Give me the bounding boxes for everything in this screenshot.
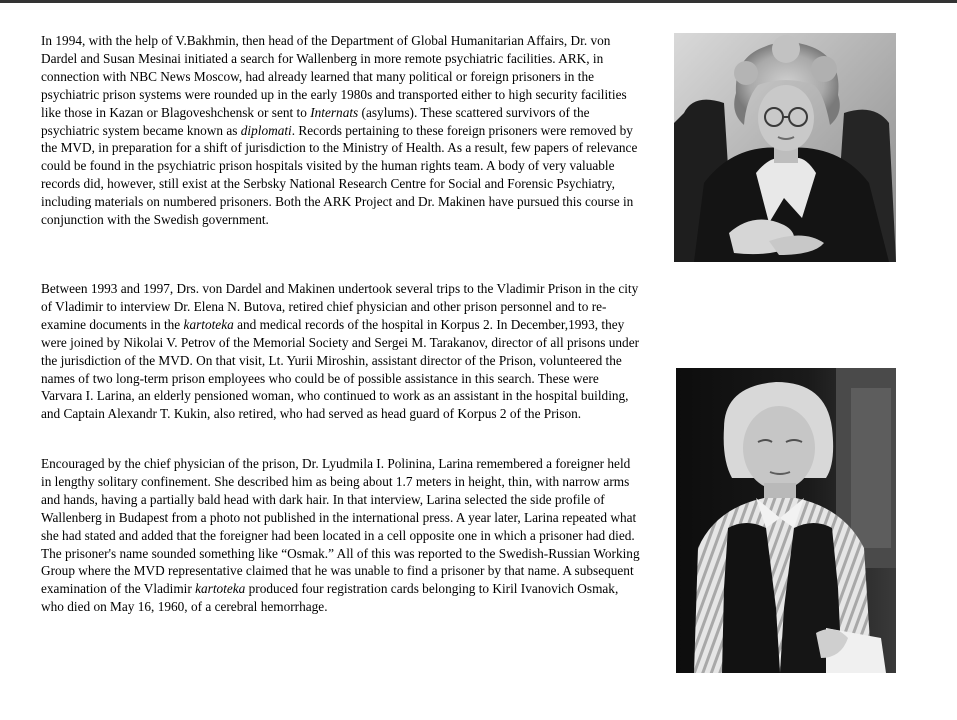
top-rule — [0, 0, 957, 3]
paragraph-1 — [41, 32, 643, 229]
text-run: Encouraged by the chief physician of the prison, Dr. Lyudmila I. Polinina, Larina remembered a foreigner held in lengthy solitary confinement. She described him as being about 1.7 meters in height, thin, with narrow arms and hands, having a partially bald head with dark hair. In that interview, Larina selected the side profile of Wallenberg in Budapest from a photo not published in the international press. A year later, Larina repeated what she had stated and added that the foreigner had been located in a cell opposite one in which a prisoner had died. The prisoner's name sounded something like “Osmak.” All of this was reported to the Swedish-Russian Working Group where the MVD representative claimed that he was unable to find a prisoner by that name. A subsequent examination of the Vladimir — [41, 456, 640, 597]
text-run: In 1994, with the help of V.Bakhmin, then head of the Department of Global Humanitarian Affairs, Dr. von Dardel and Susan Mesinai initiated a search for Wallenberg in more remote psychiatric facilities. ARK, in connection with NBC News Moscow, had already learned that many political or foreign prisoners in the psychiatric prison systems were rounded up in the early 1980s and transported either to high security facilities like those in Kazan or Blagoveshchensk or sent to — [41, 33, 627, 120]
text-run: Between 1993 and 1997, Drs. von Dardel and Makinen undertook several trips to the Vladimir Prison in the city of Vladimir to interview Dr. Elena N. Butova, retired chief physician and other prison personnel and to re-examine documents in the — [41, 281, 639, 332]
italic-term: Internats — [310, 104, 359, 120]
text-run: (asylums). These scattered survivors of the psychiatric system became known as — [41, 104, 590, 138]
photo-woman-with-glasses — [674, 33, 896, 262]
text-run: and medical records of the hospital in Korpus 2. In December,1993, they were joined by Nikolai V. Petrov of the Memorial Society and Sergei M. Tarakanov, director of all prisons under the jurisdiction of the MVD. On that visit, Lt. Yurii Miroshin, assistant director of the Prison, volunteered the names of two long-term prison employees who could be of possible assistance in this search. These were Varvara I. Larina, an elderly pensioned woman, who continued to work as an assistant in the hospital building, and Captain Alexandr T. Kukin, also retired, who had served as head guard of Korpus 2 of the Prison. — [41, 316, 640, 422]
italic-term: kartoteka — [183, 316, 234, 332]
photo-elderly-woman — [676, 368, 896, 673]
paragraph-2 — [41, 280, 643, 423]
italic-term: kartoteka — [195, 581, 246, 597]
text-run: produced four registration cards belonging to Kiril Ivanovich Osmak, who died on May 16, 1960, of a cerebral hemorrhage. — [41, 581, 619, 615]
paragraph-3 — [41, 455, 643, 616]
text-run: . Records pertaining to these foreign prisoners were removed by the MVD, in preparation for a shift of jurisdiction to the Ministry of Health. As a result, few papers of relevance could be found in the psychiatric prison hospitals visited by the human rights team. A body of very valuable records did, however, still exist at the Serbsky National Research Centre for Social and Forensic Psychiatry, including materials on numbered prisoners. Both the ARK Project and Dr. Makinen have pursued this course in conjunction with the Swedish government. — [41, 122, 638, 228]
italic-term: diplomati — [240, 122, 292, 138]
